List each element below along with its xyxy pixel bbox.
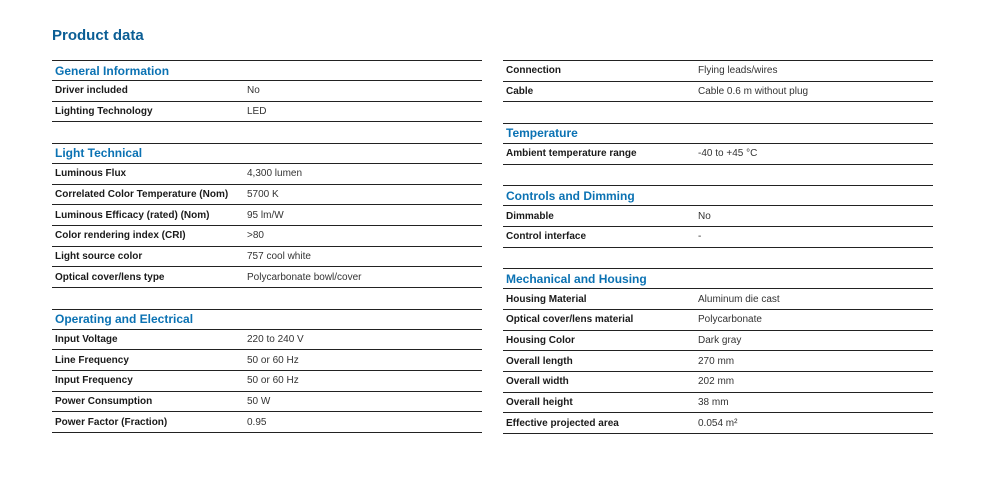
section-controls-dimming — [503, 185, 933, 247]
row-label: Ambient temperature range — [506, 148, 637, 160]
row-label: Dimmable — [506, 210, 554, 222]
row-label: Overall height — [506, 396, 573, 408]
row-value: 95 lm/W — [247, 209, 284, 221]
row-value: Polycarbonate bowl/cover — [247, 271, 362, 283]
table-row — [503, 227, 933, 248]
table-row — [503, 144, 933, 165]
section-heading: Controls and Dimming — [503, 185, 933, 206]
row-value: Polycarbonate — [698, 314, 762, 326]
row-value: 50 or 60 Hz — [247, 354, 299, 366]
table-row — [52, 226, 482, 247]
section-light-technical — [52, 143, 482, 288]
table-row — [52, 102, 482, 123]
spacer — [52, 122, 482, 143]
row-label: Luminous Efficacy (rated) (Nom) — [55, 209, 210, 221]
section-heading: General Information — [52, 60, 482, 81]
row-value: 757 cool white — [247, 250, 311, 262]
table-row — [52, 330, 482, 351]
row-label: Correlated Color Temperature (Nom) — [55, 188, 229, 200]
row-label: Connection — [506, 65, 561, 77]
table-row — [52, 164, 482, 185]
row-label: Optical cover/lens type — [55, 271, 165, 283]
row-label: Luminous Flux — [55, 168, 127, 180]
left-column — [52, 60, 482, 433]
table-row — [52, 350, 482, 371]
table-row — [503, 413, 933, 434]
row-value: >80 — [247, 230, 264, 242]
row-value: LED — [247, 105, 267, 117]
row-label: Input Frequency — [55, 375, 133, 387]
spacer — [503, 165, 933, 186]
row-value: No — [698, 210, 711, 222]
table-row — [503, 331, 933, 352]
row-value: Flying leads/wires — [698, 65, 778, 77]
table-row — [503, 206, 933, 227]
spacer — [503, 102, 933, 123]
section-connection — [503, 60, 933, 102]
section-heading: Light Technical — [52, 143, 482, 164]
row-value: 220 to 240 V — [247, 333, 304, 345]
row-label: Input Voltage — [55, 333, 118, 345]
table-row — [503, 61, 933, 82]
row-label: Housing Color — [506, 334, 575, 346]
row-label: Optical cover/lens material — [506, 314, 634, 326]
section-heading: Temperature — [503, 123, 933, 144]
row-label: Power Factor (Fraction) — [55, 416, 168, 428]
row-value: 0.95 — [247, 416, 267, 428]
row-label: Lighting Technology — [55, 105, 153, 117]
row-label: Cable — [506, 85, 534, 97]
row-label: Overall width — [506, 376, 569, 388]
table-row — [52, 81, 482, 102]
row-value: 4,300 lumen — [247, 168, 303, 180]
table-row — [52, 267, 482, 288]
table-row — [503, 82, 933, 103]
section-mechanical-housing — [503, 268, 933, 434]
table-row — [52, 185, 482, 206]
row-value: 270 mm — [698, 355, 735, 367]
row-value: 0.054 m² — [698, 417, 738, 429]
section-heading: Mechanical and Housing — [503, 268, 933, 289]
table-row — [52, 371, 482, 392]
row-label: Light source color — [55, 250, 143, 262]
table-row — [503, 351, 933, 372]
row-label: Line Frequency — [55, 354, 129, 366]
row-value: No — [247, 85, 260, 97]
table-row — [503, 393, 933, 414]
section-temperature — [503, 123, 933, 165]
table-row — [503, 372, 933, 393]
row-value: - — [698, 231, 702, 243]
row-value: 50 or 60 Hz — [247, 375, 299, 387]
row-value: 202 mm — [698, 376, 735, 388]
row-label: Driver included — [55, 85, 128, 97]
row-label: Control interface — [506, 231, 587, 243]
table-row — [503, 310, 933, 331]
row-label: Effective projected area — [506, 417, 619, 429]
row-value: 5700 K — [247, 188, 279, 200]
row-label: Overall length — [506, 355, 573, 367]
row-value: Dark gray — [698, 334, 742, 346]
table-row — [52, 412, 482, 433]
row-label: Power Consumption — [55, 395, 153, 407]
table-row — [52, 205, 482, 226]
page-title: Product data — [52, 27, 144, 44]
table-row — [52, 247, 482, 268]
row-label: Housing Material — [506, 293, 587, 305]
table-row — [503, 289, 933, 310]
row-value: Cable 0.6 m without plug — [698, 85, 809, 97]
row-value: -40 to +45 °C — [698, 148, 758, 160]
section-heading: Operating and Electrical — [52, 309, 482, 330]
section-operating-electrical — [52, 309, 482, 433]
row-label: Color rendering index (CRI) — [55, 230, 186, 242]
spacer — [503, 248, 933, 269]
spacer — [52, 288, 482, 309]
row-value: Aluminum die cast — [698, 293, 780, 305]
section-general-information — [52, 60, 482, 122]
row-value: 38 mm — [698, 396, 729, 408]
row-value: 50 W — [247, 395, 271, 407]
table-row — [52, 392, 482, 413]
right-column — [503, 60, 933, 434]
